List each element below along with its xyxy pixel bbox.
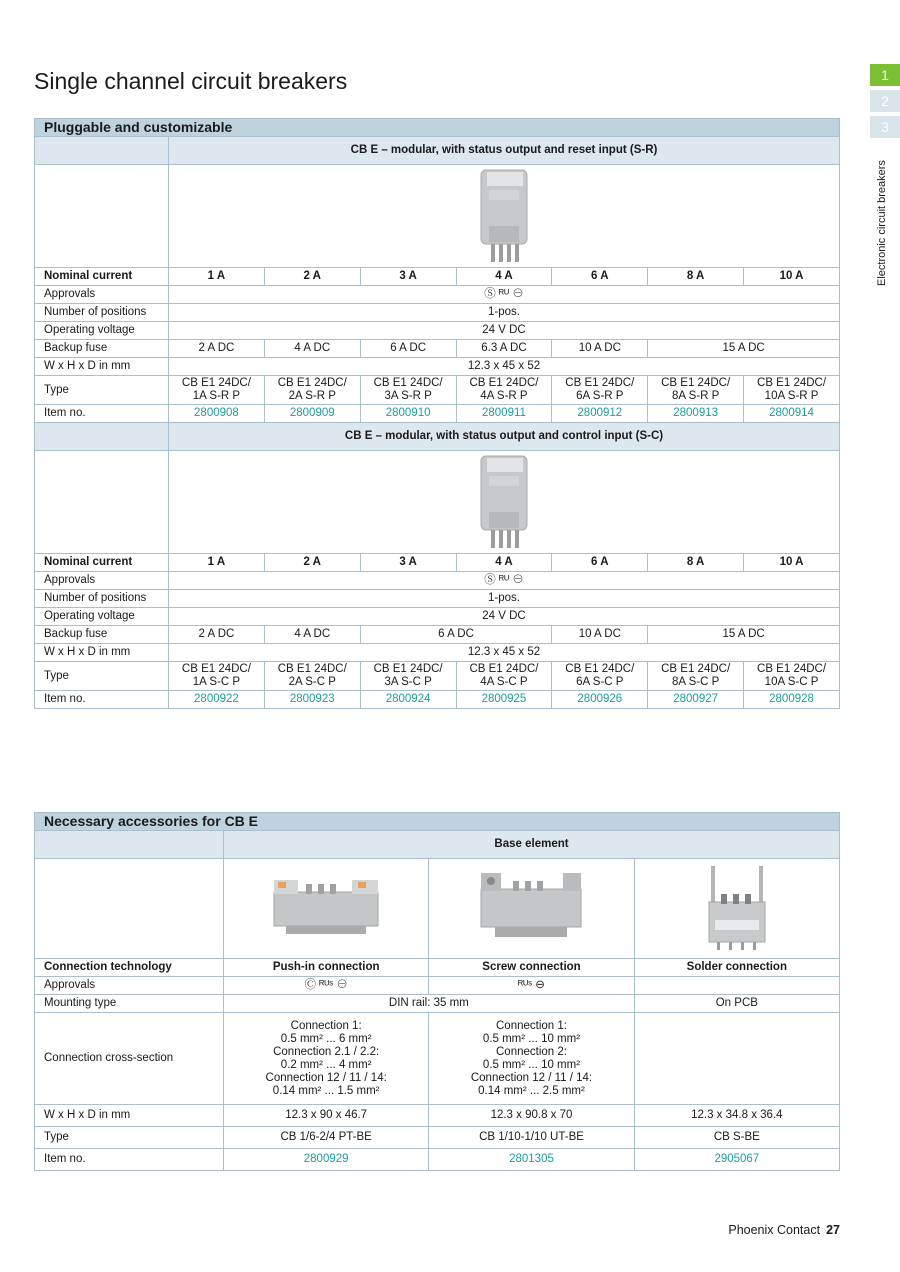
chapter-tab-1[interactable]: 1	[870, 64, 900, 86]
fuse-cell: 10 A DC	[552, 626, 648, 644]
row-label: Approvals	[35, 977, 224, 995]
type-cell: CB E1 24DC/ 3A S-R P	[360, 376, 456, 405]
dimensions-value: 12.3 x 90.8 x 70	[429, 1105, 634, 1127]
item-number-link[interactable]: 2800929	[224, 1149, 429, 1171]
accessories-table	[34, 812, 840, 1171]
current-cell: 3 A	[360, 554, 456, 572]
type-cell: CB E1 24DC/ 4A S-R P	[456, 376, 552, 405]
item-number-link[interactable]: 2800925	[456, 691, 552, 709]
item-number-link[interactable]: 2800913	[648, 405, 744, 423]
current-cell: 1 A	[169, 268, 265, 286]
item-number-link[interactable]: 2800922	[169, 691, 265, 709]
type-cell: CB E1 24DC/ 1A S-R P	[169, 376, 265, 405]
current-cell: 2 A	[264, 554, 360, 572]
fuse-cell: 2 A DC	[169, 626, 265, 644]
connection-type-cell: Screw connection	[429, 959, 634, 977]
row-label: Item no.	[35, 405, 169, 423]
row-label: Mounting type	[35, 995, 224, 1013]
row-label: W x H x D in mm	[35, 644, 169, 662]
row-label: Type	[35, 376, 169, 405]
type-cell: CB E1 24DC/ 8A S-C P	[648, 662, 744, 691]
side-chapter-title: Electronic circuit breakers	[876, 160, 888, 286]
dimensions-value: 12.3 x 34.8 x 36.4	[634, 1105, 839, 1127]
current-cell: 2 A	[264, 268, 360, 286]
item-number-link[interactable]: 2801305	[429, 1149, 634, 1171]
accessory-subtitle: Base element	[224, 831, 840, 859]
item-number-link[interactable]: 2800924	[360, 691, 456, 709]
type-cell: CB E1 24DC/ 6A S-C P	[552, 662, 648, 691]
item-number-link[interactable]: 2800910	[360, 405, 456, 423]
row-label: Backup fuse	[35, 626, 169, 644]
row-label: Item no.	[35, 691, 169, 709]
current-cell: 4 A	[456, 268, 552, 286]
row-label: Number of positions	[35, 304, 169, 322]
page-number: 27	[826, 1223, 840, 1237]
positions-value: 1-pos.	[169, 590, 840, 608]
row-label: Operating voltage	[35, 608, 169, 626]
row-label: Approvals	[35, 286, 169, 304]
type-cell: CB 1/10-1/10 UT-BE	[429, 1127, 634, 1149]
item-number-link[interactable]: 2800912	[552, 405, 648, 423]
voltage-value: 24 V DC	[169, 608, 840, 626]
row-label: Type	[35, 662, 169, 691]
row-label: Item no.	[35, 1149, 224, 1171]
fuse-cell: 6 A DC	[360, 626, 552, 644]
type-cell: CB E1 24DC/ 2A S-R P	[264, 376, 360, 405]
fuse-cell: 4 A DC	[264, 626, 360, 644]
type-cell: CB E1 24DC/ 10A S-C P	[744, 662, 840, 691]
type-cell: CB E1 24DC/ 3A S-C P	[360, 662, 456, 691]
dimensions-value: 12.3 x 90 x 46.7	[224, 1105, 429, 1127]
item-number-link[interactable]: 2800914	[744, 405, 840, 423]
type-cell: CB E1 24DC/ 2A S-C P	[264, 662, 360, 691]
current-cell: 10 A	[744, 554, 840, 572]
cross-section-cell: Connection 1: 0.5 mm² ... 10 mm² Connection 2: 0.5 mm² ... 10 mm² Connection 12 / 11 / 14: 0.14 mm² ... 2.5 mm²	[429, 1013, 634, 1105]
mounting-value: DIN rail: 35 mm	[224, 995, 635, 1013]
item-number-link[interactable]: 2800923	[264, 691, 360, 709]
row-label: Nominal current	[35, 554, 169, 572]
current-cell: 3 A	[360, 268, 456, 286]
item-number-link[interactable]: 2800928	[744, 691, 840, 709]
circuit-breaker-image	[469, 452, 539, 552]
cross-section-cell: Connection 1: 0.5 mm² ... 6 mm² Connection 2.1 / 2.2: 0.2 mm² ... 4 mm² Connection 12 / 11 / 14: 0.14 mm² ... 1.5 mm²	[224, 1013, 429, 1105]
approvals-icons	[634, 977, 839, 995]
mounting-value: On PCB	[634, 995, 839, 1013]
row-label: W x H x D in mm	[35, 1105, 224, 1127]
item-number-link[interactable]: 2800908	[169, 405, 265, 423]
chapter-tab-2[interactable]: 2	[870, 90, 900, 112]
row-label: Connection technology	[35, 959, 224, 977]
dimensions-value: 12.3 x 45 x 52	[169, 644, 840, 662]
type-cell: CB E1 24DC/ 10A S-R P	[744, 376, 840, 405]
current-cell: 1 A	[169, 554, 265, 572]
fuse-cell: 6.3 A DC	[456, 340, 552, 358]
row-label: Approvals	[35, 572, 169, 590]
fuse-cell: 10 A DC	[552, 340, 648, 358]
approvals-icons: ᴿᵁˢ ⊖	[429, 977, 634, 995]
row-label: Backup fuse	[35, 340, 169, 358]
row-label: Type	[35, 1127, 224, 1149]
product-subtitle: CB E – modular, with status output and reset input (S-R)	[169, 137, 840, 165]
type-cell: CB S-BE	[634, 1127, 839, 1149]
type-cell: CB E1 24DC/ 8A S-R P	[648, 376, 744, 405]
row-label: Nominal current	[35, 268, 169, 286]
circuit-breaker-table	[34, 118, 840, 709]
current-cell: 4 A	[456, 554, 552, 572]
chapter-tab-3[interactable]: 3	[870, 116, 900, 138]
footer-brand: Phoenix Contact	[728, 1223, 821, 1237]
current-cell: 10 A	[744, 268, 840, 286]
item-number-link[interactable]: 2800911	[456, 405, 552, 423]
approvals-icons: Ⓒ ᴿᵁˢ ⊖	[224, 977, 429, 995]
solder-base-image	[697, 864, 777, 954]
type-cell: CB E1 24DC/ 4A S-C P	[456, 662, 552, 691]
type-cell: CB E1 24DC/ 6A S-R P	[552, 376, 648, 405]
row-label: Connection cross-section	[35, 1013, 224, 1105]
row-label: Number of positions	[35, 590, 169, 608]
item-number-link[interactable]: 2800926	[552, 691, 648, 709]
item-number-link[interactable]: 2905067	[634, 1149, 839, 1171]
connection-type-cell: Solder connection	[634, 959, 839, 977]
approvals-icons: Ⓢ ᴿᵁ ⊖	[169, 286, 840, 304]
chapter-tabs	[870, 64, 900, 142]
product-subtitle: CB E – modular, with status output and control input (S-C)	[169, 423, 840, 451]
fuse-cell: 2 A DC	[169, 340, 265, 358]
dimensions-value: 12.3 x 45 x 52	[169, 358, 840, 376]
row-label: W x H x D in mm	[35, 358, 169, 376]
push-in-base-image	[266, 874, 386, 944]
item-number-link[interactable]: 2800927	[648, 691, 744, 709]
fuse-cell: 15 A DC	[648, 340, 840, 358]
connection-type-cell: Push-in connection	[224, 959, 429, 977]
current-cell: 6 A	[552, 268, 648, 286]
type-cell: CB E1 24DC/ 1A S-C P	[169, 662, 265, 691]
fuse-cell: 15 A DC	[648, 626, 840, 644]
fuse-cell: 6 A DC	[360, 340, 456, 358]
page-footer	[728, 1223, 840, 1237]
approvals-icons: Ⓢ ᴿᵁ ⊖	[169, 572, 840, 590]
current-cell: 6 A	[552, 554, 648, 572]
screw-base-image	[471, 869, 591, 949]
type-cell: CB 1/6-2/4 PT-BE	[224, 1127, 429, 1149]
voltage-value: 24 V DC	[169, 322, 840, 340]
fuse-cell: 4 A DC	[264, 340, 360, 358]
item-number-link[interactable]: 2800909	[264, 405, 360, 423]
current-cell: 8 A	[648, 268, 744, 286]
section-header: Pluggable and customizable	[35, 119, 840, 137]
page-title: Single channel circuit breakers	[34, 68, 348, 94]
cross-section-cell	[634, 1013, 839, 1105]
row-label: Operating voltage	[35, 322, 169, 340]
current-cell: 8 A	[648, 554, 744, 572]
section-header: Necessary accessories for CB E	[35, 813, 840, 831]
positions-value: 1-pos.	[169, 304, 840, 322]
circuit-breaker-image	[469, 166, 539, 266]
